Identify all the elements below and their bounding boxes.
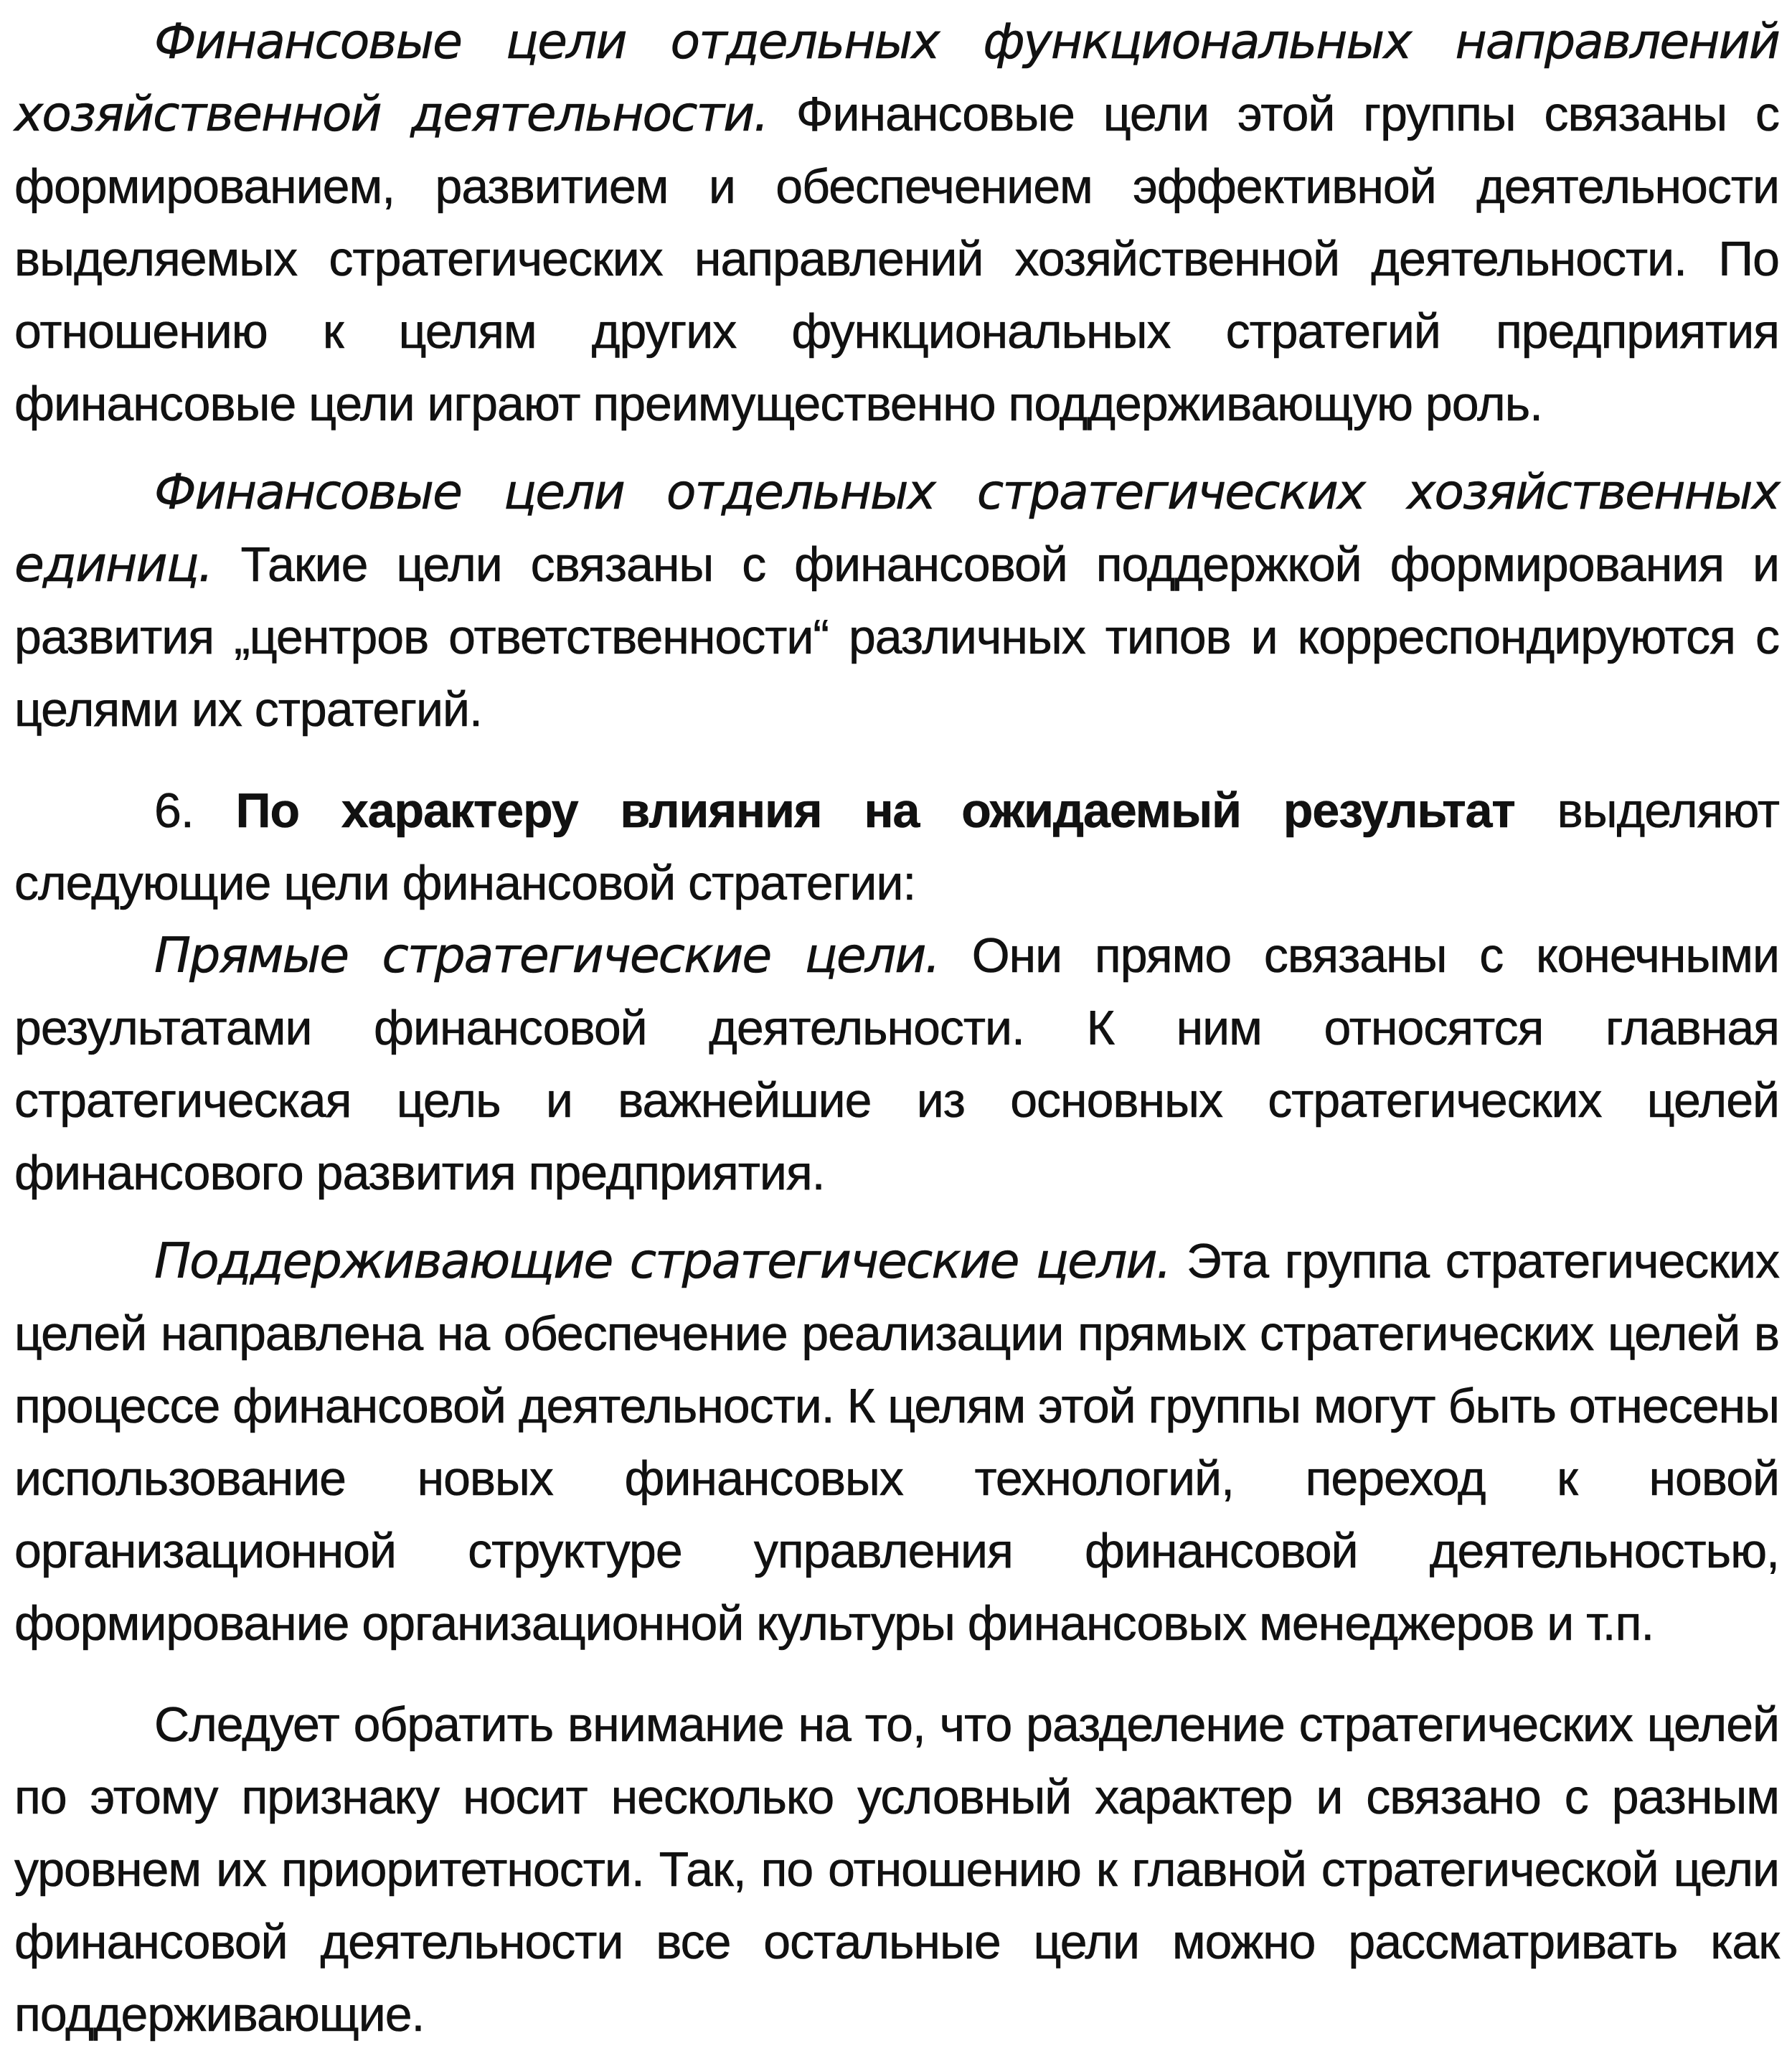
paragraph-text: Такие цели связаны с финансовой поддержкой формирования и развития „центров ответственности“ различных типов и корреспондируются с целями их стратегий. [14,537,1779,737]
paragraph-functional-goals [14,6,1779,440]
paragraph-text: Они прямо связаны с конечными результатами финансовой деятельности. К ним относятся главная стратегическая цель и важнейшие из основных стратегических целей финансового развития предприятия. [14,928,1779,1200]
paragraph-lead-italic: Финансовые цели отдельных функциональных направлений хозяйственной деятельности. [14,14,1779,143]
paragraph-business-units-goals [14,456,1779,746]
document-page [14,6,1779,2051]
paragraph-supporting-goals [14,1225,1779,1660]
paragraph-lead-italic: Финансовые цели отдельных стратегических хозяйственных единиц. [14,464,1779,593]
paragraph-direct-goals [14,920,1779,1210]
paragraph-text: Следует обратить внимание на то, что разделение стратегических целей по этому признаку носит несколько условный характер и связано с разным уровнем их приоритетности. Так, по отношению к главной стратегической цели финансовой деятельности все остальные цели можно рассматривать как поддерживающие. [14,1697,1779,2042]
list-number: 6. [154,783,236,838]
paragraph-lead-italic: Прямые стратегические цели. [154,928,940,984]
paragraph-text: выделяют следующие цели финансовой стратегии: [14,783,1780,910]
paragraph-lead-bold: По характеру влияния на ожидаемый результат [235,783,1515,838]
paragraph-text: Эта группа стратегических целей направлена на обеспечение реализации прямых стратегических целей в процессе финансовой деятельности. К целям этой группы могут быть отнесены использование новых финансовых технологий, переход к новой организационной структуре управления финансовой деятельностью, формирование организационной культуры финансовых менеджеров и т.п. [14,1234,1779,1651]
paragraph-conclusion [14,1689,1779,2051]
paragraph-text: Финансовые цели этой группы связаны с формированием, развитием и обеспечением эффективной деятельности выделяемых стратегических направлений хозяйственной деятельности. По отношению к целям других функциональных стратегий предприятия финансовые цели играют преимущественно поддерживающую роль. [14,87,1779,431]
paragraph-lead-italic: Поддерживающие стратегические цели. [154,1233,1171,1290]
paragraph-classification-6 [14,775,1779,920]
